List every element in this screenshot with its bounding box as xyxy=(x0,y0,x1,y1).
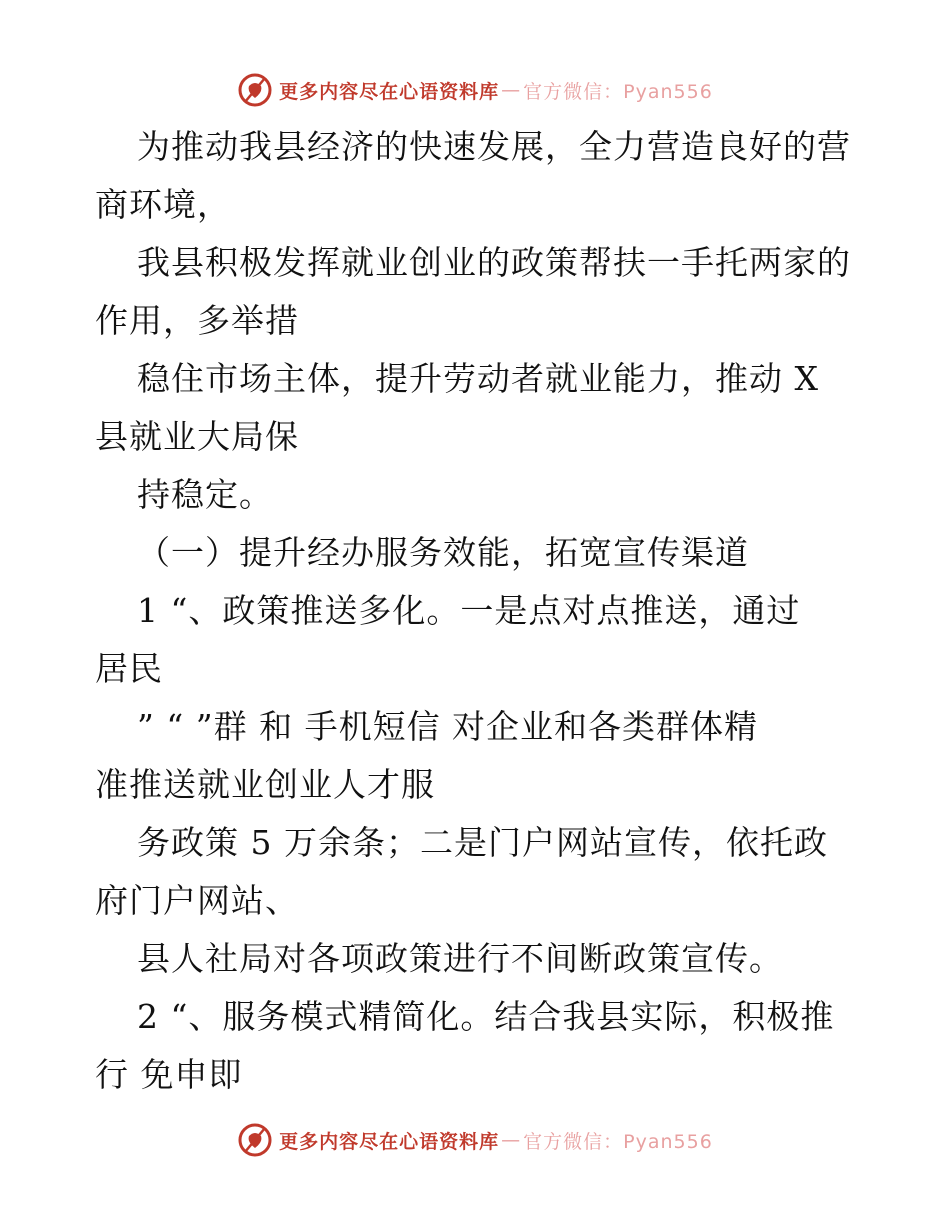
paragraph-line: 商环境， xyxy=(95,185,231,224)
heart-logo-icon xyxy=(237,1122,273,1158)
paragraph-line: 县就业大局保 xyxy=(95,417,299,456)
paragraph-line: 准推送就业创业人才服 xyxy=(95,765,435,804)
watermark-contact-text: 官方微信：Pyan556 xyxy=(523,80,713,103)
paragraph-line: 稳住市场主体，提升劳动者就业能力，推动 X xyxy=(137,359,819,398)
section-heading: （一）提升经办服务效能，拓宽宣传渠道 xyxy=(137,533,749,572)
paragraph-line: ” “ ”群 和 手机短信 对企业和各类群体精 xyxy=(137,707,759,746)
paragraph-line: 为推动我县经济的快速发展，全力营造良好的营 xyxy=(137,127,851,166)
watermark-separator: — xyxy=(501,79,522,101)
paragraph-line: 务政策 5 万余条；二是门户网站宣传，依托政 xyxy=(137,823,828,862)
watermark-contact-text: 官方微信：Pyan556 xyxy=(523,1130,713,1153)
watermark-site-text: 更多内容尽在心语资料库 xyxy=(279,1130,500,1153)
paragraph-line: 2 “、服务模式精简化。结合我县实际，积极推 xyxy=(137,997,835,1036)
watermark-site-text: 更多内容尽在心语资料库 xyxy=(279,80,500,103)
paragraph-line: 持稳定。 xyxy=(137,475,273,514)
paragraph-line: 行 免申即 xyxy=(95,1055,243,1094)
watermark-header xyxy=(0,70,950,110)
document-body xyxy=(95,118,855,1104)
paragraph-line: 县人社局对各项政策进行不间断政策宣传。 xyxy=(137,939,783,978)
watermark-footer xyxy=(0,1120,950,1160)
paragraph-line: 1 “、政策推送多化。一是点对点推送，通过 xyxy=(137,591,801,630)
paragraph-line: 作用，多举措 xyxy=(95,301,299,340)
watermark-separator: — xyxy=(501,1129,522,1151)
paragraph-line: 府门户网站、 xyxy=(95,881,299,920)
paragraph-line: 我县积极发挥就业创业的政策帮扶一手托两家的 xyxy=(137,243,851,282)
heart-logo-icon xyxy=(237,72,273,108)
paragraph-line: 居民 xyxy=(95,649,163,688)
